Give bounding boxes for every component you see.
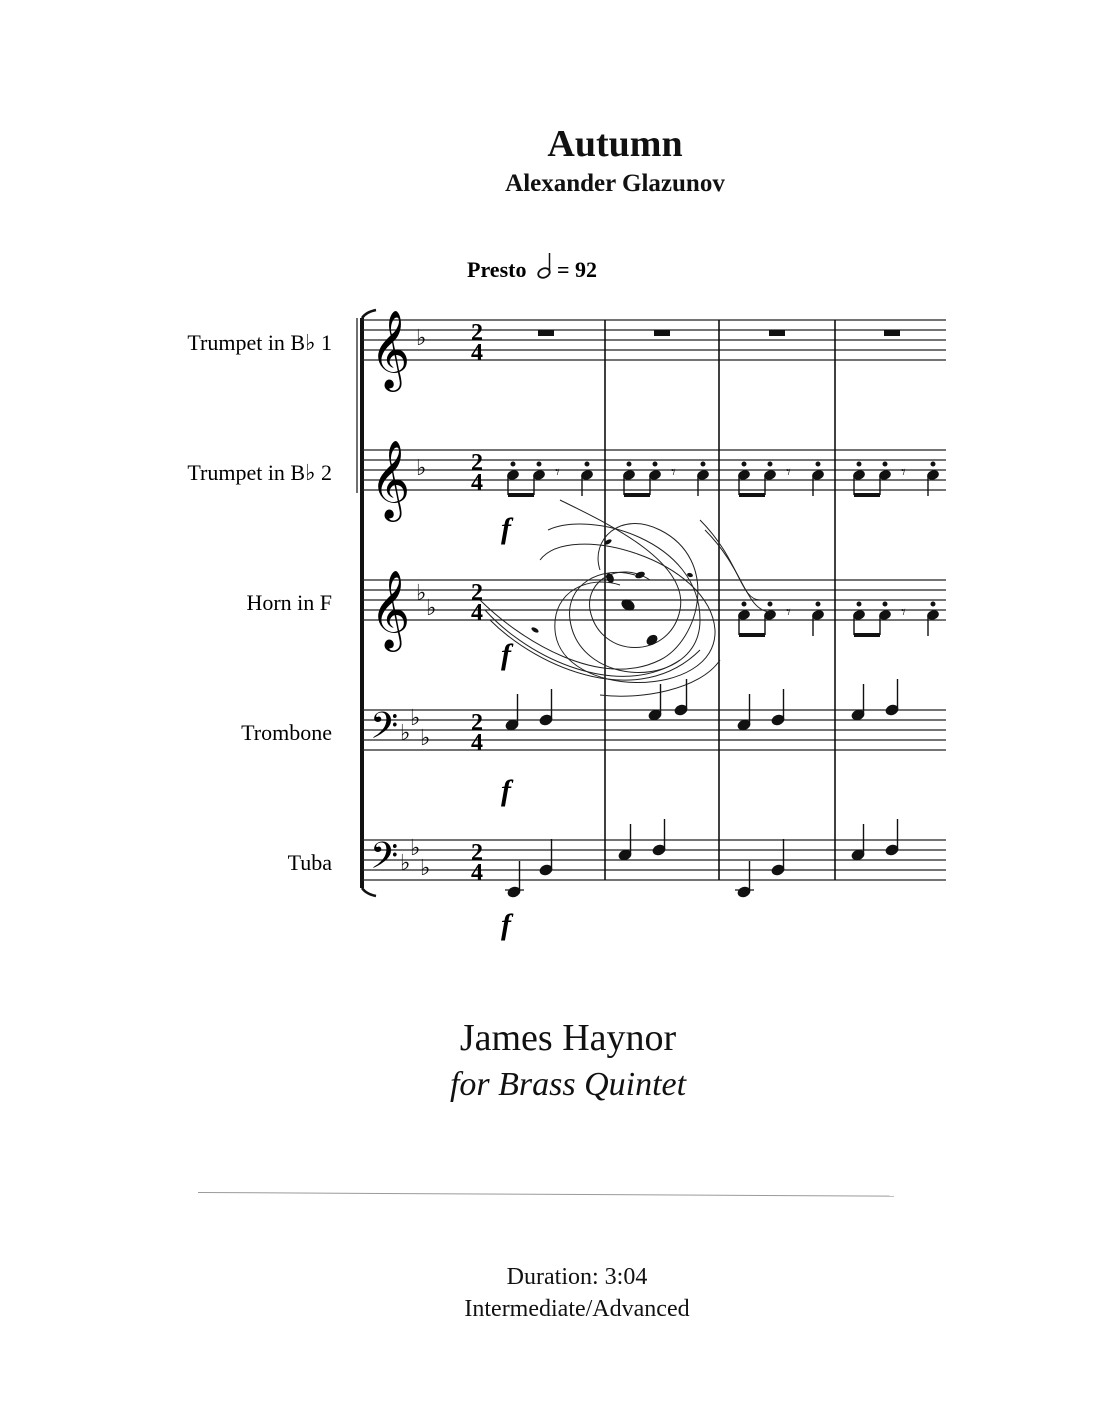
flat-icon: ♭ — [416, 456, 427, 481]
svg-text:𝄾: 𝄾 — [555, 462, 560, 483]
time-signature-bottom: 4 — [471, 470, 483, 496]
time-signature-top: 2 — [471, 580, 483, 606]
piece-title: Autumn — [547, 123, 683, 165]
instrument-label: Trumpet in B♭ 1 — [187, 330, 332, 355]
tempo-text: Presto — [467, 257, 527, 282]
arranger-name: James Haynor — [459, 1017, 677, 1059]
half-note-icon — [537, 253, 552, 280]
dynamic-marking: f — [501, 638, 511, 671]
swirl-distortion — [480, 500, 770, 696]
time-signature-top: 2 — [471, 450, 483, 476]
time-signature-bottom: 4 — [471, 730, 483, 756]
dynamic-marking: f — [501, 908, 511, 941]
svg-text:𝄾: 𝄾 — [901, 462, 906, 483]
eighth-note-group — [506, 462, 939, 496]
time-signature-top: 2 — [471, 710, 483, 736]
flat-icon: ♭ — [420, 726, 431, 751]
ensemble-subtitle: for Brass Quintet — [449, 1066, 687, 1103]
treble-clef-icon: 𝄞 — [370, 310, 411, 389]
staff-lines — [362, 320, 946, 880]
quarter-notes — [505, 819, 899, 898]
flat-icon: ♭ — [416, 581, 427, 606]
time-signature-bottom: 4 — [471, 860, 483, 886]
treble-clef-icon: 𝄞 — [370, 570, 411, 649]
instrument-label: Horn in F — [246, 590, 332, 615]
flat-icon: ♭ — [410, 706, 421, 731]
tempo-value: = 92 — [557, 257, 598, 282]
dynamic-marking: f — [501, 774, 511, 807]
dynamic-marking: f — [501, 512, 511, 545]
svg-text:𝄾: 𝄾 — [786, 462, 791, 483]
eighth-note-group — [737, 602, 939, 636]
flat-icon: ♭ — [400, 721, 411, 746]
svg-text:𝄾: 𝄾 — [671, 462, 676, 483]
flat-icon: ♭ — [420, 856, 431, 881]
bass-clef-icon: 𝄢 — [370, 705, 399, 756]
instrument-label: Trombone — [241, 720, 332, 745]
time-signature-bottom: 4 — [471, 340, 483, 366]
svg-text:𝄾: 𝄾 — [901, 602, 906, 623]
flat-icon: ♭ — [426, 596, 437, 621]
divider — [198, 1192, 894, 1197]
quarter-notes — [505, 679, 899, 731]
duration-text: Duration: 3:04 — [506, 1264, 648, 1290]
flat-icon: ♭ — [410, 836, 421, 861]
time-signature-top: 2 — [471, 320, 483, 346]
instrument-label: Tuba — [287, 850, 332, 875]
flat-icon: ♭ — [416, 326, 427, 351]
composer-name: Alexander Glazunov — [505, 170, 725, 197]
difficulty-level: Intermediate/Advanced — [464, 1296, 690, 1322]
time-signature-top: 2 — [471, 840, 483, 866]
flat-icon: ♭ — [400, 851, 411, 876]
bass-clef-icon: 𝄢 — [370, 835, 399, 886]
treble-clef-icon: 𝄞 — [370, 440, 411, 519]
time-signature-bottom: 4 — [471, 600, 483, 626]
svg-text:𝄾: 𝄾 — [786, 602, 791, 623]
instrument-label: Trumpet in B♭ 2 — [187, 460, 332, 485]
